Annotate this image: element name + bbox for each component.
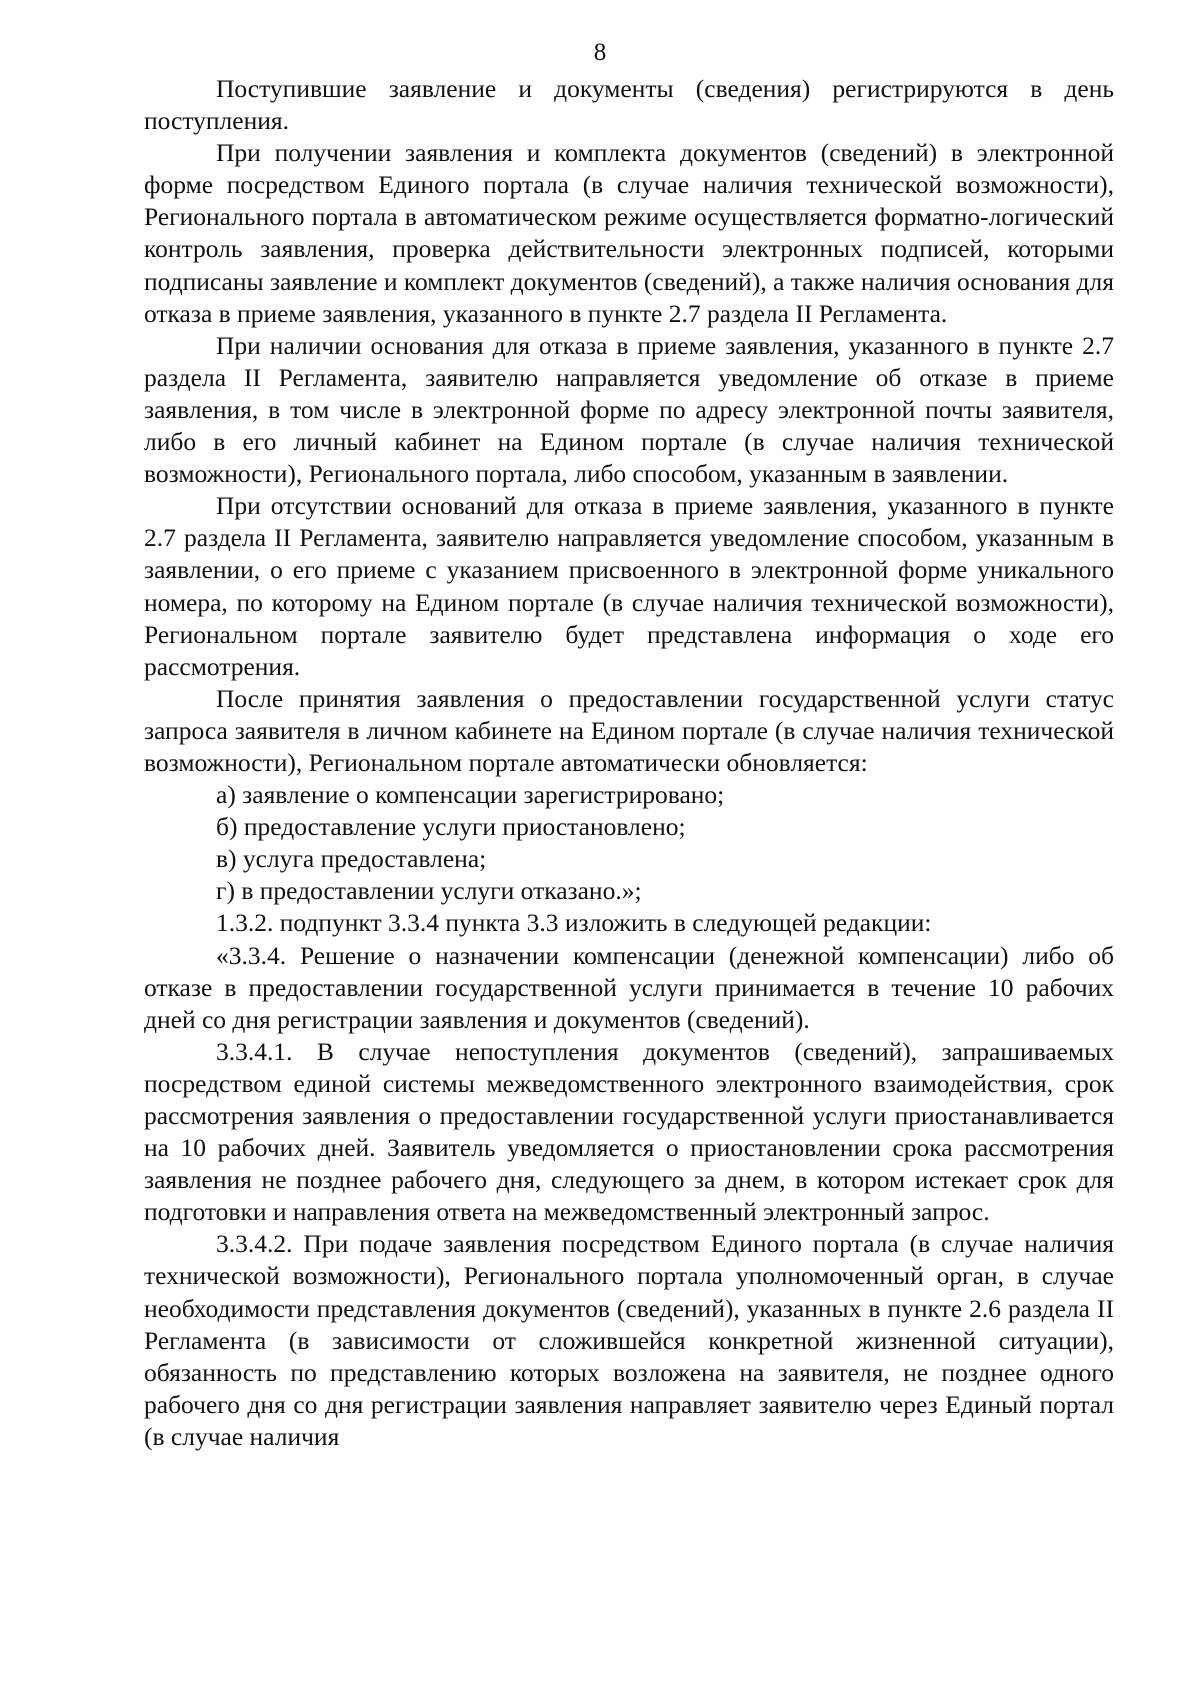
list-item-a: а) заявление о компенсации зарегистрировано; (216, 780, 725, 810)
list-item-d: г) в предоставлении услуги отказано.»; (216, 876, 642, 906)
page-number: 8 (593, 39, 607, 66)
paragraph-subclause-1-3-2: 1.3.2. подпункт 3.3.4 пункта 3.3 изложить в следующей редакции: (216, 908, 932, 938)
paragraph-clause-3-3-4-1: 3.3.4.1. В случае непоступления документов (сведений), запрашиваемых посредством единой системы межведомственного электронного взаимодействия, срок рассмотрения заявления о предоставлении государственной услуги приостанавливается на 10 рабочих дней. Заявитель уведомляется о приостановлении срока рассмотрения заявления не позднее рабочего дня, следующего за днем, в котором истекает срок для подготовки и направления ответа на межведомственный электронный запрос. (144, 1036, 1114, 1227)
paragraph-electronic-control: При получении заявления и комплекта документов (сведений) в электронной форме посредством Единого портала (в случае наличия технической возможности), Регионального портала в автоматическом режиме осуществляется форматно-логический контроль заявления, проверка действительности электронных подписей, которыми подписаны заявление и комплект документов (сведений), а также наличия основания для отказа в приеме заявления, указанного в пункте 2.7 раздела II Регламента. (144, 138, 1114, 328)
list-item-c: в) услуга предоставлена; (216, 844, 487, 874)
paragraph-clause-3-3-4-2: 3.3.4.2. При подаче заявления посредством Единого портала (в случае наличия технической возможности), Регионального портала уполномоченный орган, в случае необходимости представления документов (сведений), указанных в пункте 2.6 раздела II Регламента (в зависимости от сложившейся конкретной жизненной ситуации), обязанность по представлению которых возложена на заявителя, не позднее одного рабочего дня со дня регистрации заявления направляет заявителю через Единый портал (в случае наличия (144, 1229, 1114, 1451)
paragraph-refusal-notice: При наличии основания для отказа в приеме заявления, указанного в пункте 2.7 раздела II Регламента, заявителю направляется уведомление об отказе в приеме заявления, в том числе в электронной форме по адресу электронной почты заявителя, либо в его личный кабинет на Едином портале (в случае наличия технической возможности), Регионального портала, либо способом, указанным в заявлении. (144, 330, 1114, 489)
paragraph-clause-3-3-4: «3.3.4. Решение о назначении компенсации (денежной компенсации) либо об отказе в предоставлении государственной услуги принимается в течение 10 рабочих дней со дня регистрации заявления и документов (сведений). (144, 940, 1114, 1034)
paragraph-status-update: После принятия заявления о предоставлении государственной услуги статус запроса заявителя в личном кабинете на Едином портале (в случае наличия технической возможности), Региональном портале автоматически обновляется: (144, 683, 1114, 777)
paragraph-registration: Поступившие заявление и документы (сведения) регистрируются в день поступления. (144, 74, 1114, 136)
list-item-b: б) предоставление услуги приостановлено; (216, 812, 686, 842)
paragraph-acceptance-notice: При отсутствии оснований для отказа в приеме заявления, указанного в пункте 2.7 раздела II Регламента, заявителю направляется уведомление способом, указанным в заявлении, о его приеме с указанием присвоенного в электронной форме уникального номера, по которому на Едином портале (в случае наличия технической возможности), Региональном портале заявителю будет представлена информация о ходе его рассмотрения. (144, 491, 1114, 681)
document-body (144, 73, 1114, 1453)
